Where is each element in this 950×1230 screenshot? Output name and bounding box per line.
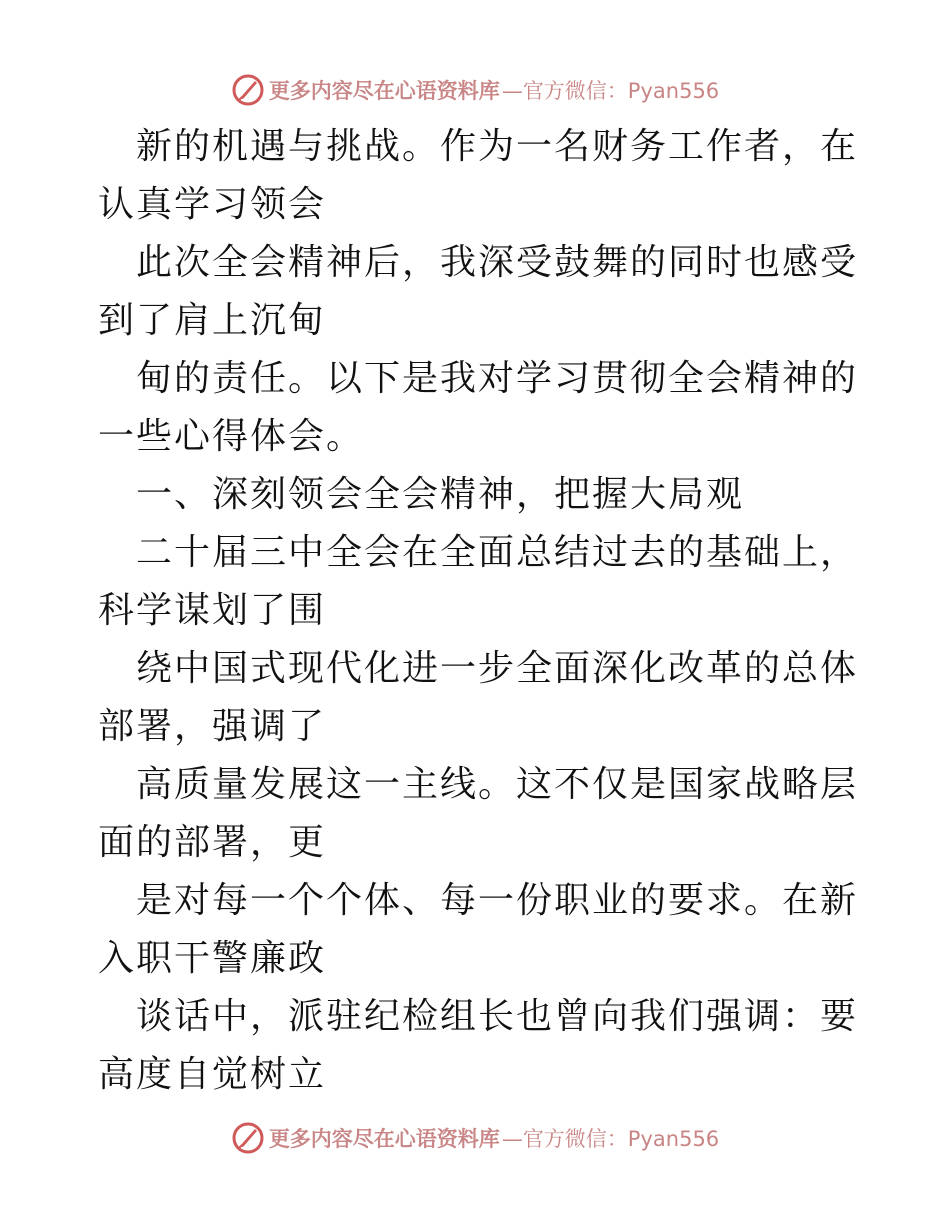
- quill-logo-icon: [231, 1121, 265, 1155]
- paragraph: 是对每一个个体、每一份职业的要求。在新入职干警廉政: [98, 880, 859, 979]
- paragraph: 新的机遇与挑战。作为一名财务工作者，在认真学习领会: [98, 126, 859, 225]
- paragraph: 谈话中，派驻纪检组长也曾向我们强调：要高度自觉树立: [98, 996, 859, 1095]
- paragraph: 绕中国式现代化进一步全面深化改革的总体部署，强调了: [98, 648, 859, 747]
- header-site-text: 更多内容尽在心语资料库: [268, 79, 500, 103]
- paragraph: 此次全会精神后，我深受鼓舞的同时也感受到了肩上沉甸: [98, 242, 859, 341]
- paragraph: 高质量发展这一主线。这不仅是国家战略层面的部署，更: [98, 764, 859, 863]
- section-heading: 一、深刻领会全会精神，把握大局观: [136, 474, 745, 515]
- paragraph: 二十届三中全会在全面总结过去的基础上，科学谋划了围: [98, 532, 859, 631]
- document-body: [98, 118, 858, 1104]
- header-banner: [0, 70, 950, 110]
- header-contact-text: —官方微信：Pyan556: [501, 79, 720, 103]
- footer-banner: [0, 1118, 950, 1158]
- footer-site-text: 更多内容尽在心语资料库: [268, 1127, 500, 1151]
- footer-contact-text: —官方微信：Pyan556: [501, 1127, 720, 1151]
- paragraph: 甸的责任。以下是我对学习贯彻全会精神的一些心得体会。: [98, 358, 859, 457]
- quill-logo-icon: [231, 73, 265, 107]
